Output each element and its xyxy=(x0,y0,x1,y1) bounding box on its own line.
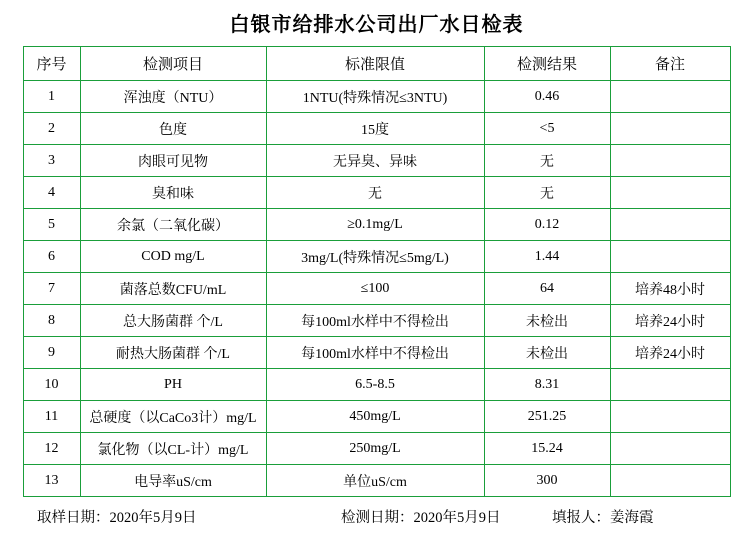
cell-item: 氯化物（以CL-计）mg/L xyxy=(80,433,266,465)
table-row xyxy=(23,369,730,401)
cell-remark xyxy=(610,177,730,209)
cell-standard: 3mg/L(特殊情况≤5mg/L) xyxy=(266,241,484,273)
cell-item: 总硬度（以CaCo3计）mg/L xyxy=(80,401,266,433)
cell-standard: 每100ml水样中不得检出 xyxy=(266,337,484,369)
cell-result: 无 xyxy=(484,177,610,209)
cell-no: 13 xyxy=(23,465,80,497)
cell-no: 5 xyxy=(23,209,80,241)
cell-no: 10 xyxy=(23,369,80,401)
cell-standard: 无 xyxy=(266,177,484,209)
cell-item: 肉眼可见物 xyxy=(80,145,266,177)
table-row xyxy=(23,401,730,433)
cell-item: COD mg/L xyxy=(80,241,266,273)
cell-remark xyxy=(610,241,730,273)
cell-standard: 无异臭、异味 xyxy=(266,145,484,177)
cell-remark xyxy=(610,209,730,241)
cell-remark xyxy=(610,145,730,177)
cell-item: 电导率uS/cm xyxy=(80,465,266,497)
cell-no: 11 xyxy=(23,401,80,433)
cell-no: 2 xyxy=(23,113,80,145)
table-row xyxy=(23,465,730,497)
cell-no: 3 xyxy=(23,145,80,177)
table-header-row xyxy=(23,47,730,81)
water-quality-table xyxy=(23,46,731,497)
column-header-no: 序号 xyxy=(23,47,80,81)
cell-item: 臭和味 xyxy=(80,177,266,209)
cell-no: 8 xyxy=(23,305,80,337)
cell-standard: 每100ml水样中不得检出 xyxy=(266,305,484,337)
column-header-result: 检测结果 xyxy=(484,47,610,81)
cell-item: 色度 xyxy=(80,113,266,145)
table-row xyxy=(23,305,730,337)
cell-item: 菌落总数CFU/mL xyxy=(80,273,266,305)
table-row xyxy=(23,177,730,209)
cell-standard: 15度 xyxy=(266,113,484,145)
column-header-item: 检测项目 xyxy=(80,47,266,81)
cell-item: PH xyxy=(80,369,266,401)
cell-item: 浑浊度（NTU） xyxy=(80,81,266,113)
cell-result: 300 xyxy=(484,465,610,497)
cell-item: 余氯（二氧化碳） xyxy=(80,209,266,241)
cell-no: 9 xyxy=(23,337,80,369)
cell-result: 64 xyxy=(484,273,610,305)
cell-no: 1 xyxy=(23,81,80,113)
table-row xyxy=(23,337,730,369)
table-row xyxy=(23,145,730,177)
cell-no: 6 xyxy=(23,241,80,273)
cell-no: 4 xyxy=(23,177,80,209)
table-row xyxy=(23,273,730,305)
cell-remark xyxy=(610,369,730,401)
cell-result: 15.24 xyxy=(484,433,610,465)
testing-date: 检测日期：2020年5月9日 xyxy=(341,510,501,526)
cell-remark: 培养48小时 xyxy=(610,273,730,305)
cell-standard: 1NTU(特殊情况≤3NTU) xyxy=(266,81,484,113)
cell-standard: 250mg/L xyxy=(266,433,484,465)
report-footer xyxy=(23,497,730,527)
cell-remark xyxy=(610,113,730,145)
cell-no: 12 xyxy=(23,433,80,465)
reporter-name: 填报人：姜海霞 xyxy=(552,510,654,526)
cell-standard: ≥0.1mg/L xyxy=(266,209,484,241)
cell-standard: ≤100 xyxy=(266,273,484,305)
cell-result: 未检出 xyxy=(484,305,610,337)
cell-result: 251.25 xyxy=(484,401,610,433)
cell-result: 0.12 xyxy=(484,209,610,241)
cell-remark: 培养24小时 xyxy=(610,305,730,337)
cell-result: 无 xyxy=(484,145,610,177)
cell-result: <5 xyxy=(484,113,610,145)
cell-remark xyxy=(610,401,730,433)
cell-no: 7 xyxy=(23,273,80,305)
table-row xyxy=(23,113,730,145)
cell-remark: 培养24小时 xyxy=(610,337,730,369)
cell-standard: 单位uS/cm xyxy=(266,465,484,497)
cell-result: 未检出 xyxy=(484,337,610,369)
column-header-remark: 备注 xyxy=(610,47,730,81)
page-title: 白银市给排水公司出厂水日检表 xyxy=(229,14,524,36)
cell-remark xyxy=(610,465,730,497)
cell-standard: 6.5-8.5 xyxy=(266,369,484,401)
table-row xyxy=(23,209,730,241)
cell-item: 总大肠菌群 个/L xyxy=(80,305,266,337)
cell-remark xyxy=(610,433,730,465)
table-row xyxy=(23,433,730,465)
cell-standard: 450mg/L xyxy=(266,401,484,433)
cell-result: 0.46 xyxy=(484,81,610,113)
cell-result: 8.31 xyxy=(484,369,610,401)
table-header xyxy=(23,47,730,81)
cell-remark xyxy=(610,81,730,113)
sampling-date: 取样日期：2020年5月9日 xyxy=(37,510,197,526)
table-row xyxy=(23,81,730,113)
cell-item: 耐热大肠菌群 个/L xyxy=(80,337,266,369)
column-header-standard: 标准限值 xyxy=(266,47,484,81)
table-body xyxy=(23,81,730,497)
table-row xyxy=(23,241,730,273)
cell-result: 1.44 xyxy=(484,241,610,273)
